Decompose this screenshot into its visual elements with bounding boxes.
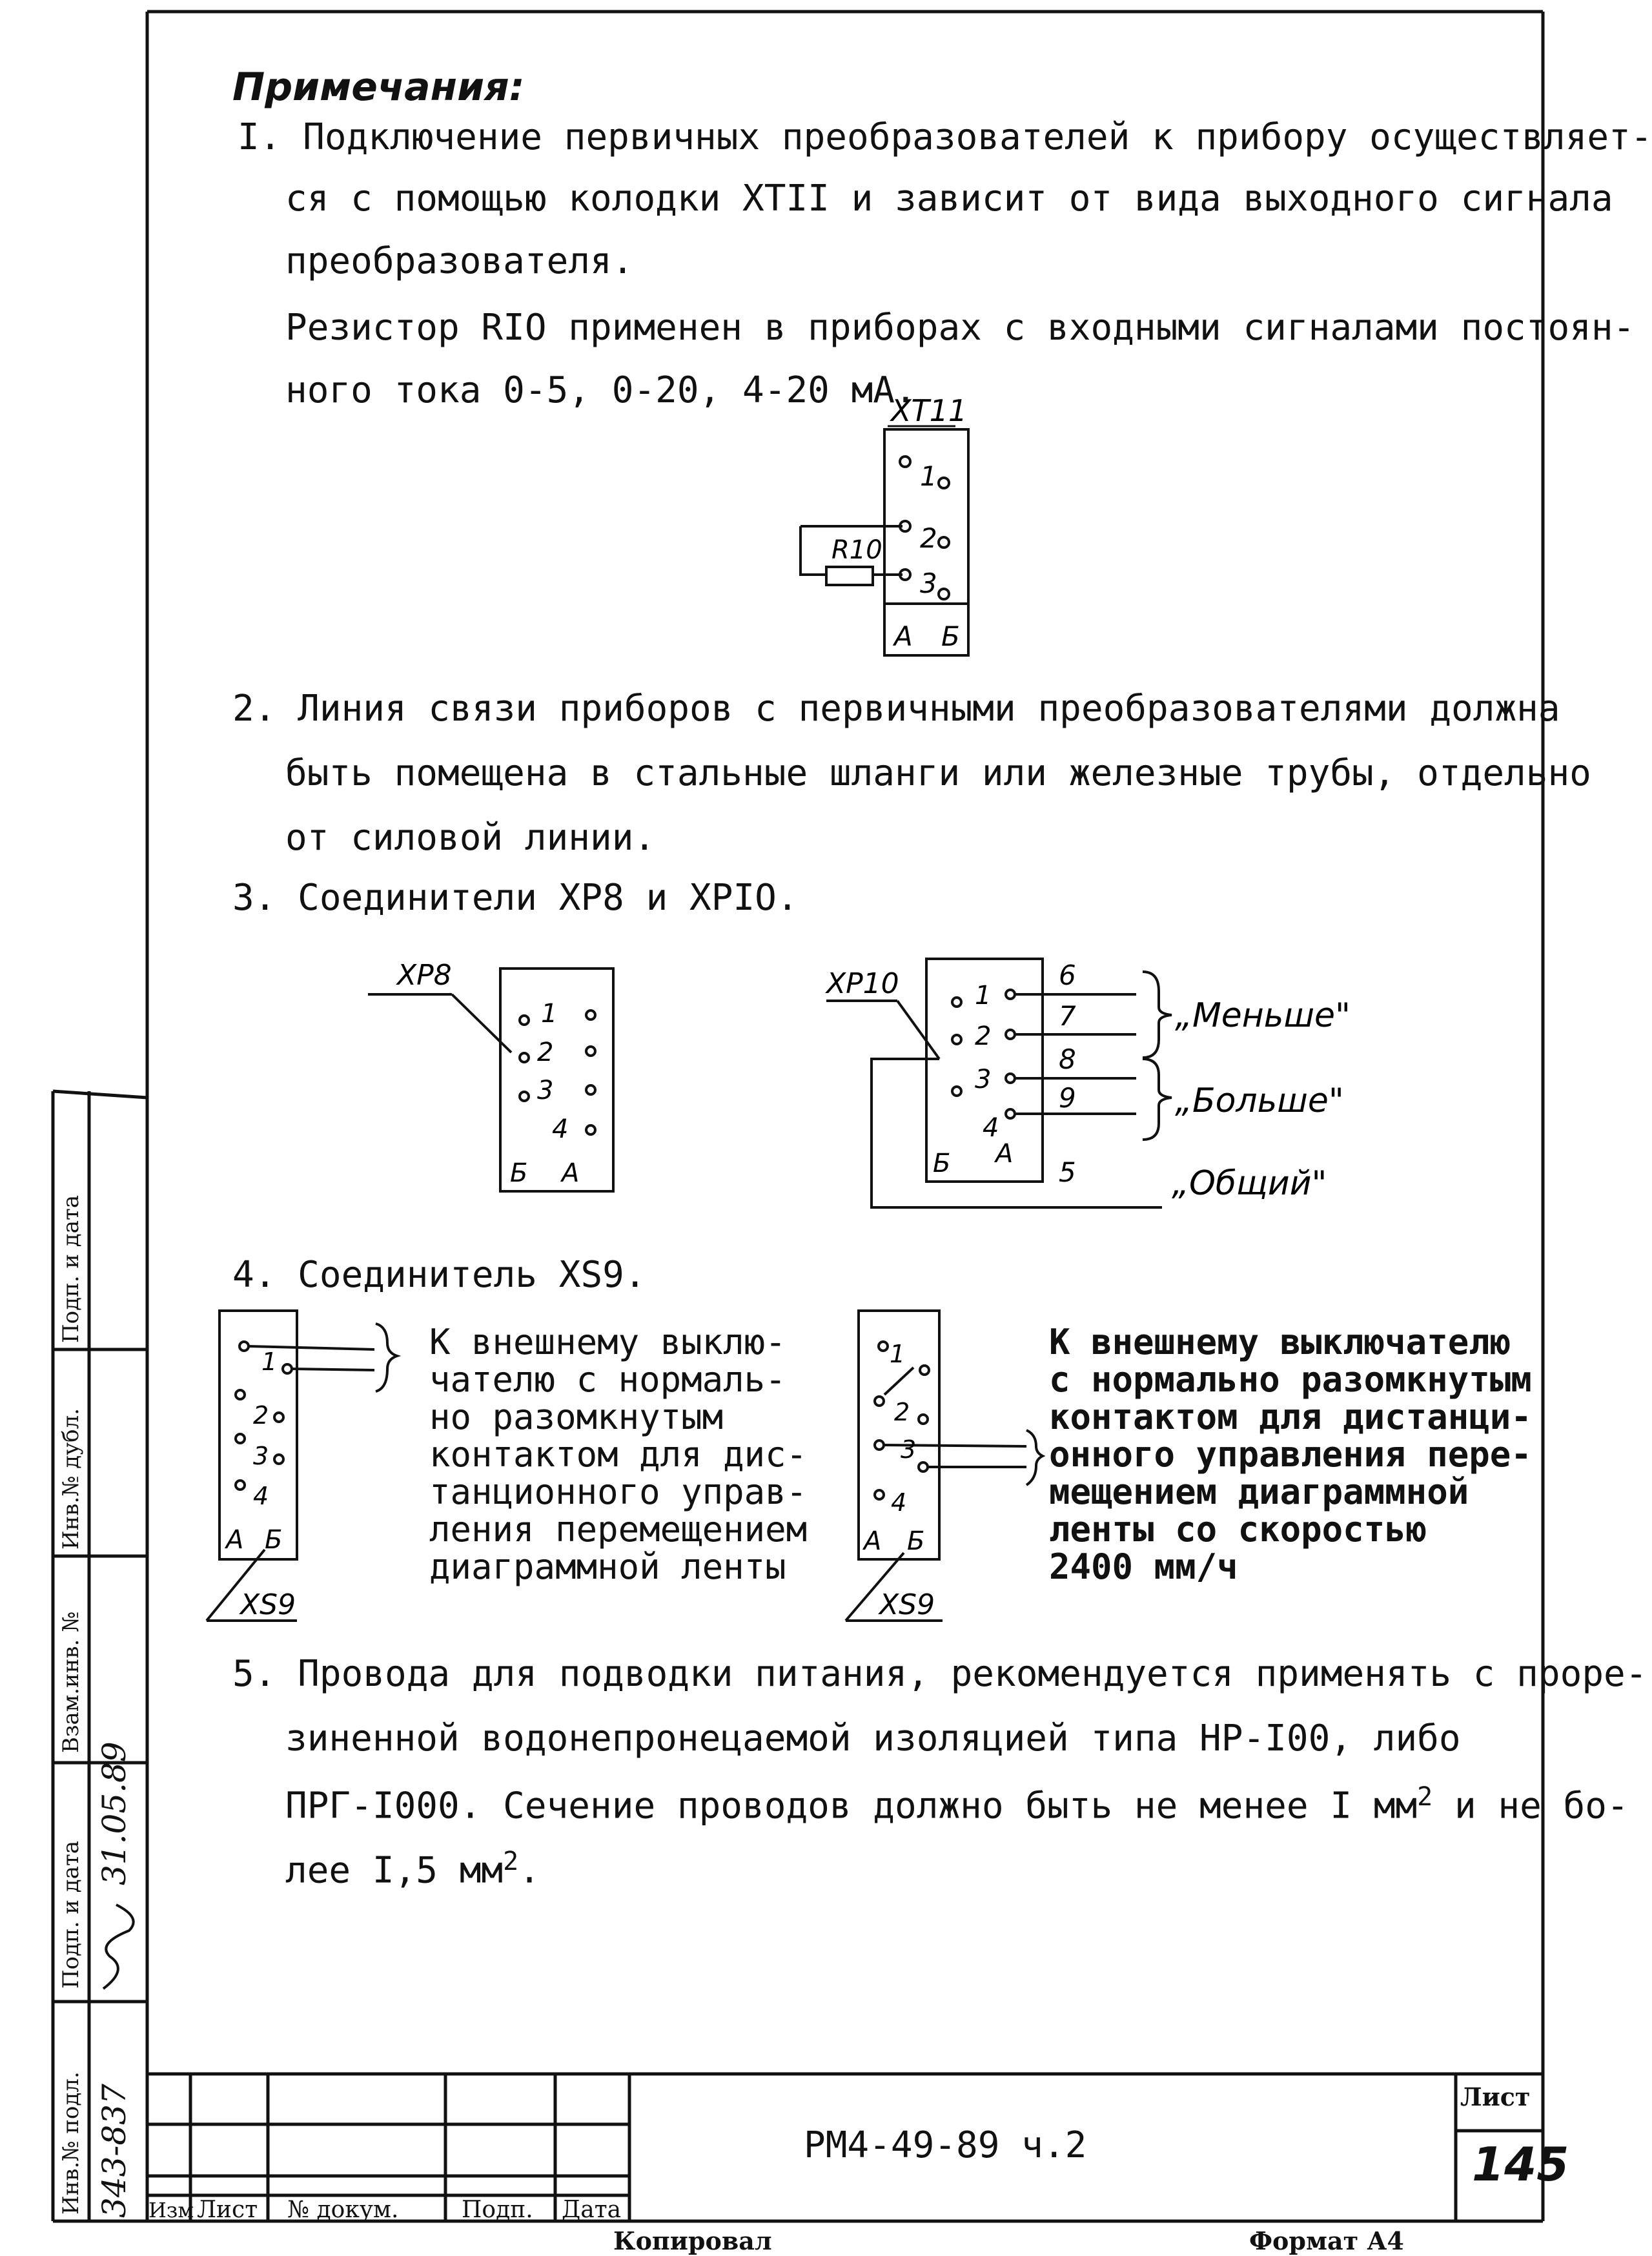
xs9-left-label: XS9 bbox=[240, 1588, 296, 1621]
xs9-right-description bbox=[1049, 1324, 1532, 1586]
tb-izm: Изм bbox=[148, 2198, 194, 2222]
note-5-line-4-text: лее I,5 мм bbox=[285, 1849, 504, 1892]
tb-doc-number: № докум. bbox=[287, 2197, 399, 2223]
xs9-right-label: XS9 bbox=[879, 1588, 935, 1621]
xs9-left-text-1: К внешнему выклю- bbox=[429, 1322, 786, 1362]
xt11-diagram bbox=[762, 387, 1033, 659]
xp8-label: XP8 bbox=[397, 959, 452, 992]
xp10-wire-9: 9 bbox=[1059, 1082, 1076, 1114]
note-5-line-4-sup: 2 bbox=[503, 1847, 519, 1876]
xt11-label: XT11 bbox=[891, 393, 968, 428]
tb-date: Дата bbox=[562, 2197, 622, 2223]
footer-format: Формат А4 bbox=[1249, 2226, 1404, 2255]
xp8-pin-2: 2 bbox=[537, 1038, 554, 1067]
xp10-col-a: А bbox=[995, 1139, 1014, 1169]
xs9-right-text-3: контактом для дистанци- bbox=[1049, 1397, 1532, 1437]
xp10-diagram bbox=[813, 943, 1427, 1233]
xs9-right-col-b: Б bbox=[907, 1526, 925, 1556]
xt11-col-a: А bbox=[894, 620, 913, 652]
xs9-right-text-2: с нормально разомкнутым bbox=[1049, 1359, 1532, 1400]
side-field-vzam-inv: Взам.инв. № bbox=[58, 1611, 84, 1753]
xs9-right-text-6: ленты со скоростью bbox=[1049, 1509, 1427, 1550]
xt11-pin-2: 2 bbox=[920, 522, 937, 554]
xs9-left-diagram bbox=[194, 1298, 413, 1634]
tb-podp: Подп. bbox=[462, 2197, 533, 2223]
xs9-right-pin-1: 1 bbox=[890, 1340, 906, 1368]
side-field-inv-dubl: Инв.№ дубл. bbox=[58, 1408, 84, 1550]
xp8-pin-3: 3 bbox=[537, 1076, 554, 1105]
xp8-diagram bbox=[368, 956, 639, 1201]
side-signature-icon bbox=[90, 1892, 148, 1995]
xs9-right-text-4: онного управления пере- bbox=[1049, 1434, 1532, 1475]
xp8-col-a: А bbox=[562, 1158, 580, 1188]
xt11-resistor-label: R10 bbox=[831, 535, 882, 565]
xs9-left-text-2: чателю с нормаль- bbox=[429, 1359, 786, 1400]
note-5-line-2: зиненной водонепронецаемой изоляцией типа HP-I00, либо bbox=[285, 1718, 1461, 1759]
side-date-handwritten: 31.05.89 bbox=[96, 1741, 133, 1885]
note-5-line-3-sup: 2 bbox=[1417, 1782, 1433, 1812]
footer-copied: Копировал bbox=[613, 2226, 772, 2255]
xs9-right-text-7: 2400 мм/ч bbox=[1049, 1546, 1238, 1587]
xs9-left-text-3: но разомкнутым bbox=[429, 1397, 724, 1437]
note-1-line-5: ного тока 0-5, 0-20, 4-20 мА. bbox=[285, 369, 917, 411]
note-4: 4. Соединитель XS9. bbox=[232, 1254, 646, 1296]
tb-sheet-label: Лист bbox=[1460, 2082, 1531, 2111]
xp8-col-b: Б bbox=[510, 1158, 528, 1188]
xs9-right-pin-2: 2 bbox=[894, 1398, 910, 1426]
xs9-left-pin-4: 4 bbox=[253, 1482, 269, 1510]
xp8-pin-4: 4 bbox=[552, 1114, 569, 1144]
side-field-podp-data-1: Подп. и дата bbox=[58, 1840, 84, 1989]
xs9-left-text-7: диаграммной ленты bbox=[429, 1546, 786, 1587]
xs9-right-pin-4: 4 bbox=[891, 1488, 907, 1517]
xp10-more-label: „Больше" bbox=[1175, 1082, 1344, 1120]
xs9-left-pin-3: 3 bbox=[253, 1442, 269, 1470]
xp10-pin-4: 4 bbox=[983, 1113, 999, 1143]
xp10-col-b: Б bbox=[933, 1149, 951, 1178]
xt11-col-b: Б bbox=[941, 620, 960, 652]
note-5-line-3-text: ПРГ-I000. Сечение проводов должно быть не менее I мм bbox=[285, 1785, 1418, 1827]
xt11-pin-3: 3 bbox=[920, 568, 937, 599]
tb-sheet-number: 145 bbox=[1472, 2137, 1569, 2191]
xs9-left-text-6: ления перемещением bbox=[429, 1509, 808, 1550]
note-5-line-4 bbox=[285, 1847, 540, 1892]
tb-list: Лист bbox=[197, 2197, 258, 2223]
xp10-common-label: „Общий" bbox=[1172, 1164, 1327, 1203]
side-field-podp-data-2: Подп. и дата bbox=[58, 1195, 84, 1343]
xs9-right-text-5: мещением диаграммной bbox=[1049, 1472, 1469, 1512]
side-inv-number-handwritten: 343-837 bbox=[96, 2084, 133, 2218]
xp10-pin-2: 2 bbox=[975, 1021, 992, 1051]
xs9-right-diagram bbox=[833, 1298, 1046, 1634]
xp10-label: XP10 bbox=[826, 967, 899, 1000]
xt11-pin-1: 1 bbox=[920, 460, 937, 492]
note-2-line-2: быть помещена в стальные шланги или железные трубы, отдельно bbox=[285, 752, 1591, 794]
xp10-pin-1: 1 bbox=[975, 981, 992, 1010]
xp10-wire-8: 8 bbox=[1059, 1043, 1076, 1075]
note-5-line-3 bbox=[285, 1782, 1629, 1827]
notes-heading: Примечания: bbox=[232, 65, 525, 110]
xs9-left-pin-1: 1 bbox=[261, 1348, 278, 1376]
xp8-pin-1: 1 bbox=[541, 999, 558, 1029]
xs9-right-text-1: К внешнему выключателю bbox=[1049, 1322, 1511, 1362]
xs9-left-col-a: А bbox=[226, 1525, 244, 1555]
note-2-line-3: от силовой линии. bbox=[285, 817, 656, 859]
note-1-line-3: преобразователя. bbox=[285, 240, 634, 282]
xs9-left-col-b: Б bbox=[265, 1525, 283, 1555]
side-field-inv-podl: Инв.№ подл. bbox=[58, 2071, 84, 2215]
xp10-less-label: „Меньше" bbox=[1175, 996, 1351, 1035]
xp10-wire-7: 7 bbox=[1059, 1000, 1076, 1032]
xp10-wire-5: 5 bbox=[1059, 1156, 1076, 1188]
note-1-line-4: Резистор RIO применен в приборах с входными сигналами постоян- bbox=[285, 307, 1635, 349]
note-5-line-4-tail: . bbox=[518, 1849, 540, 1892]
xs9-right-pin-3: 3 bbox=[901, 1435, 917, 1464]
xp10-wire-6: 6 bbox=[1059, 959, 1076, 991]
note-1-line-1: I. Подключение первичных преобразователей к прибору осуществляет- bbox=[238, 116, 1652, 158]
note-1-line-2: ся с помощью колодки XTII и зависит от вида выходного сигнала bbox=[285, 178, 1613, 220]
note-3: 3. Соединители XP8 и XPIO. bbox=[232, 877, 799, 919]
xs9-right-col-a: А bbox=[864, 1526, 882, 1556]
note-5-line-3-tail: и не бо- bbox=[1433, 1785, 1629, 1827]
tb-document-code: РМ4-49-89 ч.2 bbox=[804, 2124, 1087, 2166]
note-5-line-1: 5. Провода для подводки питания, рекомендуется применять с проре- bbox=[232, 1653, 1647, 1695]
xs9-left-pin-2: 2 bbox=[253, 1401, 269, 1430]
xs9-left-text-5: танционного управ- bbox=[429, 1472, 808, 1512]
xs9-left-text-4: контактом для дис- bbox=[429, 1434, 808, 1475]
xp10-pin-3: 3 bbox=[975, 1065, 992, 1094]
xs9-left-description bbox=[429, 1324, 807, 1586]
note-2-line-1: 2. Линия связи приборов с первичными преобразователями должна bbox=[232, 688, 1560, 730]
